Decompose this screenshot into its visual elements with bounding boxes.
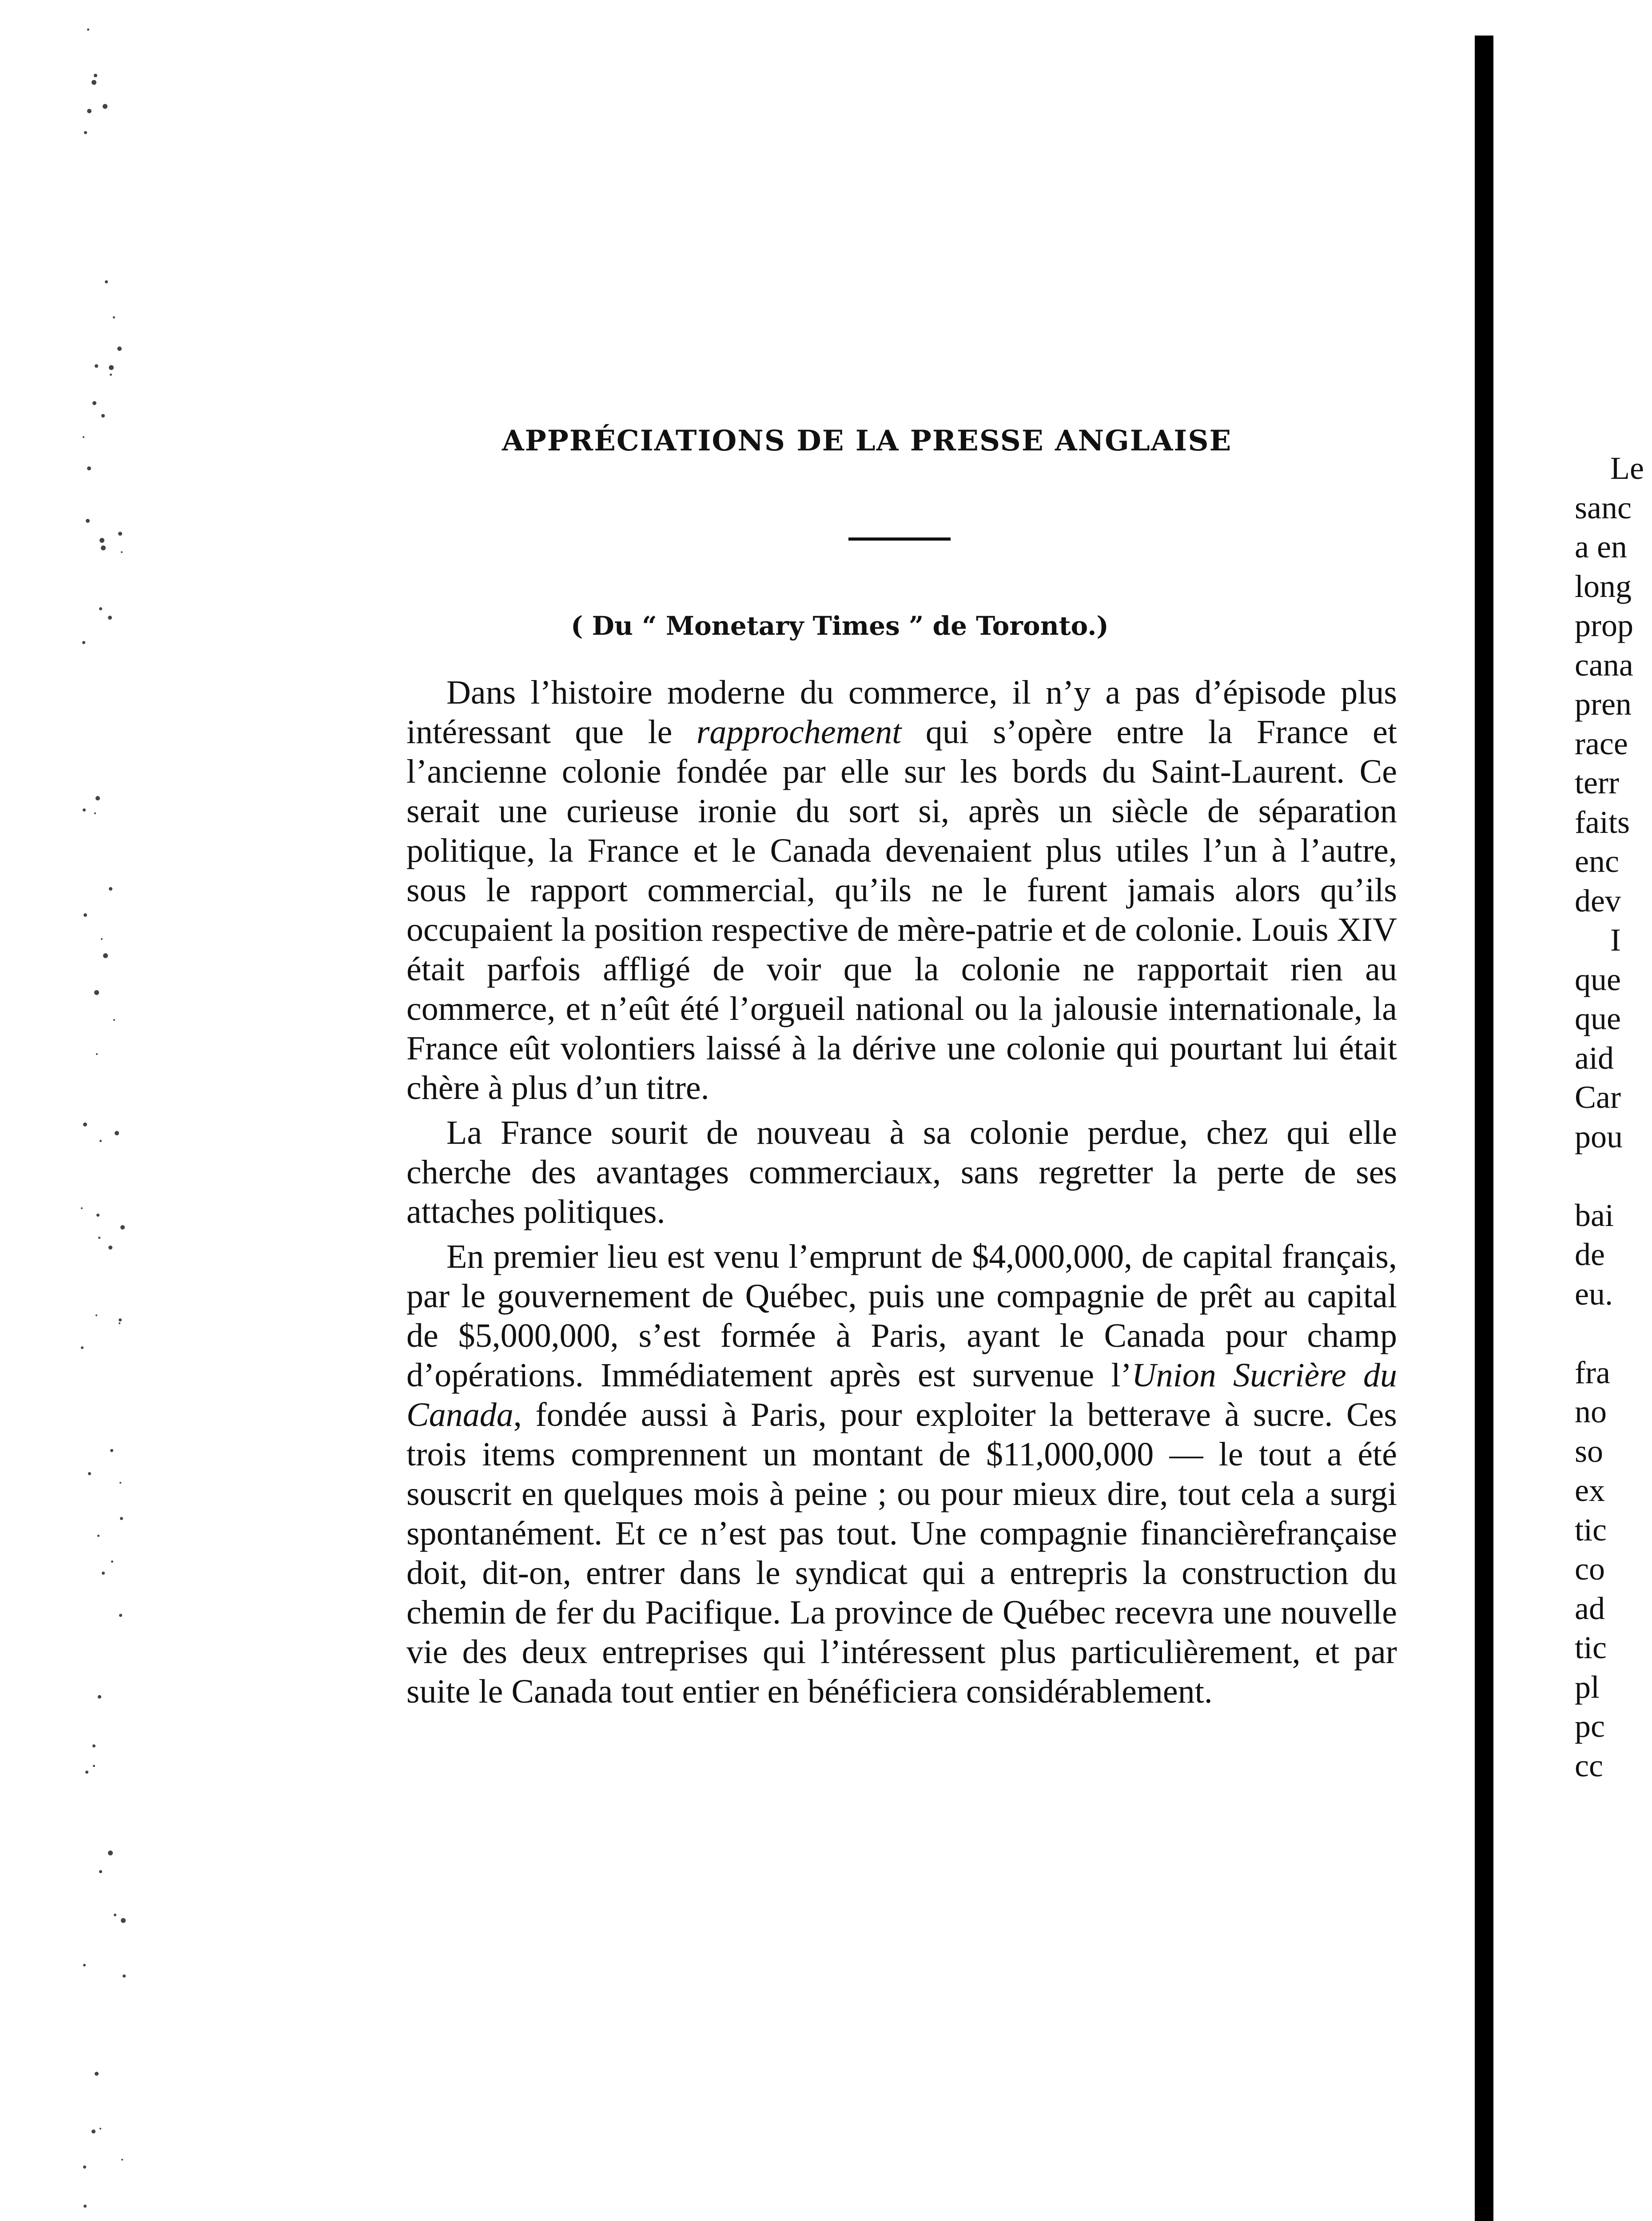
source-open: ( Du “: [571, 611, 666, 641]
source-close: ” de Toronto.): [900, 611, 1109, 641]
scan-speck: [117, 346, 122, 351]
scan-speck: [87, 28, 89, 31]
scan-speck: [100, 538, 104, 543]
scan-speck: [94, 74, 97, 77]
scan-speck: [105, 280, 108, 283]
scan-speck: [119, 1318, 122, 1321]
scan-speck: [81, 1346, 84, 1349]
fragment-line: cana: [1575, 647, 1633, 683]
scan-speck: [114, 1914, 116, 1916]
fragment-line: tic: [1575, 1630, 1607, 1665]
italic-text: rapprochement: [696, 713, 902, 751]
text-segment: La France sourit de nouveau à sa colonie perdue, chez qui elle cherche des avantages commerciaux, sans regretter la perte de ses attaches politiques.: [406, 1114, 1397, 1230]
scan-speck: [119, 1322, 120, 1324]
fragment-line: dev: [1575, 883, 1621, 919]
scan-speck: [110, 374, 112, 376]
scan-speck: [97, 1535, 100, 1537]
fragment-line: pren: [1575, 686, 1632, 722]
scan-speck: [101, 938, 103, 940]
scan-speck: [84, 131, 87, 134]
scan-speck: [81, 1207, 83, 1209]
scan-speck: [83, 1122, 87, 1126]
scan-speck: [123, 1974, 126, 1978]
scan-speck: [82, 641, 85, 644]
scan-speck: [99, 1870, 102, 1873]
scan-speck: [98, 1695, 101, 1699]
scan-speck: [83, 436, 84, 438]
fragment-line: terr: [1575, 765, 1619, 800]
scan-speck: [92, 80, 96, 85]
scan-speck: [83, 1964, 86, 1966]
scan-speck: [85, 1771, 88, 1774]
scan-speck: [88, 1472, 91, 1475]
scan-speck: [101, 545, 106, 550]
scan-speck: [111, 1560, 113, 1563]
fragment-line: long: [1575, 568, 1632, 604]
scan-speck: [115, 1131, 119, 1135]
scan-speck: [109, 887, 112, 891]
fragment-line: que: [1575, 1001, 1621, 1036]
fragment-line: co: [1575, 1551, 1605, 1587]
fragment-line: ad: [1575, 1590, 1605, 1626]
scan-speck: [96, 1053, 98, 1055]
scan-speck: [121, 1918, 126, 1923]
scan-speck: [95, 2072, 99, 2076]
scan-speck: [119, 1614, 122, 1617]
gutter-shadow: [1475, 36, 1493, 2221]
scan-speck: [96, 796, 100, 800]
fragment-line: eu.: [1575, 1276, 1613, 1312]
fragment-line: a en: [1575, 529, 1627, 565]
fragment-line: de: [1575, 1237, 1605, 1272]
scan-speck: [92, 401, 96, 405]
scan-speck: [87, 466, 91, 470]
scan-speck: [102, 1572, 105, 1575]
fragment-line: no: [1575, 1394, 1607, 1429]
scan-speck: [95, 364, 98, 368]
fragment-line: fra: [1575, 1354, 1610, 1390]
fragment-line: pc: [1575, 1708, 1605, 1744]
scan-speck: [103, 953, 108, 958]
facing-page-fragments: [1575, 449, 1652, 1785]
scan-speck: [119, 1482, 121, 1484]
scan-speck: [96, 1214, 100, 1217]
fragment-line: aid: [1575, 1040, 1614, 1076]
paragraph: [406, 1113, 1397, 1232]
scan-speck: [108, 616, 112, 620]
text-segment: qui s’opère entre la France et l’ancienne colonie fondée par elle sur les bords du Saint-Laurent. Ce serait une curieuse ironie du sort si, après un siècle de séparation politique, la France et le Canada devenaient plus utiles l’un à l’autre, sous le rapport commercial, qu’ils ne le furent jamais alors qu’ils occupaient la position respective de mère-patrie et de colonie. Louis XIV était parfois affligé de voir que la colonie ne rapportait rien au commerce, et n’eût été l’orgueil national ou la jalousie internationale, la France eût volontiers laissé à la dérive une colonie qui pourtant lui était chère à plus d’un titre.: [406, 713, 1397, 1107]
page-title: APPRÉCIATIONS DE LA PRESSE ANGLAISE: [502, 424, 1232, 458]
fragment-line: faits: [1575, 804, 1630, 840]
scan-speck: [100, 2128, 101, 2129]
scan-speck: [120, 1225, 125, 1230]
title-rule: [848, 537, 951, 541]
scan-speck: [121, 551, 123, 553]
text-segment: Dans l’histoire moderne du commerce, il n’y a pas d’épisode plus intéressant que le: [406, 674, 1397, 751]
fragment-line: Le: [1610, 450, 1644, 486]
scan-speck: [84, 913, 87, 917]
scan-speck: [94, 990, 99, 995]
scan-speck: [96, 1314, 97, 1316]
scan-speck: [100, 1140, 102, 1142]
fragment-line: prop: [1575, 608, 1633, 643]
scan-speck: [113, 316, 115, 318]
source-publication: Monetary Times: [665, 611, 900, 641]
text-segment: , fondée aussi à Paris, pour exploiter la betterave à sucre. Ces trois items comprennent un montant de $11,000,000 — le tout a été souscrit en quelques mois à peine ; ou pour mieux dire, tout cela a surgi spontanément. Et ce n’est pas tout. Une compagnie financièrefrançaise doit, dit-on, entrer dans le syndicat qui a entrepris la construction du chemin de fer du Pacifique. La province de Québec recevra une nouvelle vie des deux entreprises qui l’intéressent plus particulièrement, et par suite le Canada tout entier en bénéficiera considérablement.: [406, 1396, 1397, 1710]
scan-speck: [83, 808, 86, 812]
fragment-line: [1575, 1156, 1652, 1196]
scan-speck: [98, 1237, 100, 1239]
left-margin-specks: [80, 27, 133, 2221]
fragment-line: pou: [1575, 1118, 1623, 1154]
paragraph: [406, 1237, 1397, 1712]
scan-speck: [101, 414, 105, 418]
scan-speck: [120, 1517, 123, 1520]
source-line: [571, 611, 1237, 641]
scan-speck: [109, 365, 114, 370]
fragment-line: enc: [1575, 844, 1619, 879]
scan-speck: [113, 1019, 115, 1021]
fragment-line: [1575, 1313, 1652, 1353]
scan-speck: [92, 2129, 96, 2133]
scan-speck: [93, 1765, 95, 1767]
scan-speck: [121, 2159, 123, 2161]
fragment-line: Car: [1575, 1079, 1621, 1115]
fragment-line: sanc: [1575, 490, 1632, 525]
scan-speck: [118, 532, 122, 536]
fragment-line: tic: [1575, 1512, 1607, 1548]
paragraph: [406, 673, 1397, 1108]
scan-speck: [108, 1851, 113, 1855]
scan-speck: [108, 1246, 112, 1250]
scan-speck: [92, 1744, 96, 1747]
fragment-line: cc: [1575, 1747, 1603, 1783]
article-body: [406, 673, 1397, 1717]
fragment-line: ex: [1575, 1473, 1605, 1508]
scan-speck: [83, 2165, 86, 2169]
fragment-line: race: [1575, 725, 1628, 761]
scan-speck: [94, 812, 96, 814]
text-segment: En premier lieu est venu l’emprunt de $4,000,000, de capital français, par le gouvernement de Québec, puis une compagnie de prêt au capital de $5,000,000, s’est formée à Paris, ayant le Canada pour champ d’opérations. Immédiatement après est survenue l’: [406, 1238, 1397, 1394]
fragment-line: I: [1610, 922, 1621, 958]
scan-speck: [86, 519, 90, 523]
fragment-line: bai: [1575, 1197, 1614, 1233]
scan-speck: [110, 1449, 113, 1452]
scan-speck: [99, 607, 102, 610]
fragment-line: pl: [1575, 1669, 1600, 1705]
scan-speck: [87, 109, 92, 113]
italic-text: Union Sucrière du Canada: [406, 1357, 1397, 1433]
scan-speck: [84, 2205, 87, 2208]
scan-speck: [103, 104, 107, 109]
fragment-line: so: [1575, 1433, 1604, 1469]
fragment-line: que: [1575, 961, 1621, 997]
